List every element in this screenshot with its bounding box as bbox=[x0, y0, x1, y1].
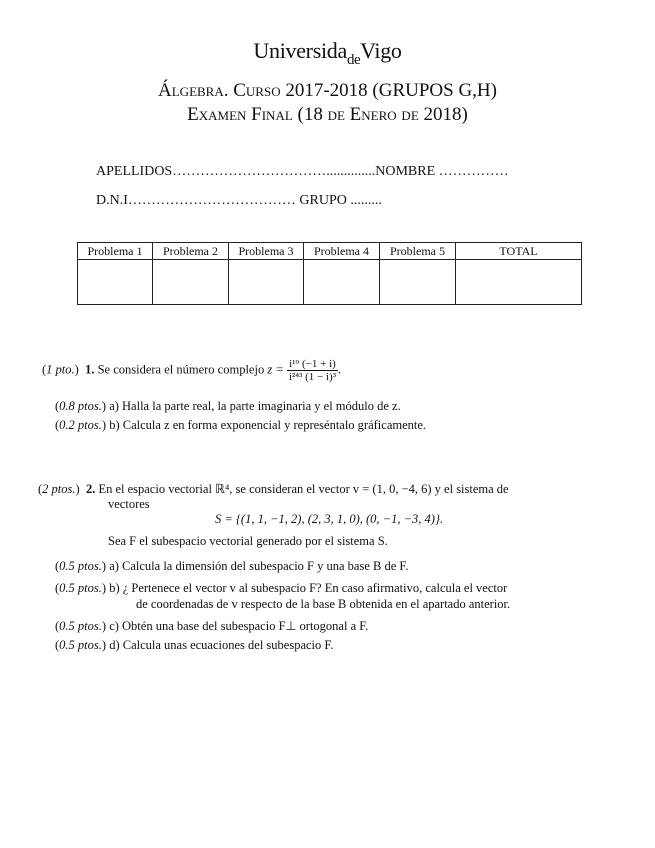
problem1-intro: Se considera el número complejo bbox=[97, 362, 265, 377]
exam-title-line1 bbox=[0, 80, 655, 102]
grades-header-row bbox=[78, 243, 582, 260]
problem1-a-text: a) Halla la parte real, la parte imaginaria y el módulo de z. bbox=[109, 399, 401, 413]
header-problema-2: Problema 2 bbox=[153, 243, 229, 260]
surname-name-field: APELLIDOS……………………………..............NOMBRE …………… bbox=[96, 164, 509, 179]
university-logo bbox=[0, 38, 655, 68]
score-cell-total bbox=[456, 260, 582, 305]
problem2-intro-1: En el espacio vectorial ℝ⁴, se consideran el vector v = (1, 0, −4, 6) y el sistema de bbox=[98, 482, 509, 496]
title-initial: Á bbox=[158, 80, 172, 101]
problem2-a-text: a) Calcula la dimensión del subespacio F y una base B de F. bbox=[109, 559, 409, 573]
problem2-a-points: 0.5 ptos. bbox=[59, 559, 102, 573]
problem1-z: z = bbox=[267, 362, 284, 377]
problem2-b-text-2: de coordenadas de v respecto de la base B obtenida en el apartado anterior. bbox=[136, 597, 511, 611]
exam-title-line2: Examen Final (18 de Enero de 2018) bbox=[187, 104, 468, 125]
header-problema-3: Problema 3 bbox=[229, 243, 304, 260]
header-problema-1: Problema 1 bbox=[78, 243, 153, 260]
problem2-b-points: 0.5 ptos. bbox=[59, 581, 102, 595]
problem1-statement: (1 pto.) 1. Se considera el número complejo z = $\frac{\text{i¹⁹ (−1 + i)}}{\text{i²⁴³ (1 − i)³}}$ . bbox=[42, 358, 342, 383]
problem1-part-b: (0.2 ptos.) b) Calcula z en forma exponencial y represéntalo gráficamente. bbox=[55, 418, 427, 432]
problem2-c-points: 0.5 ptos. bbox=[59, 619, 102, 633]
score-cell-5 bbox=[380, 260, 456, 305]
problem2-set: S = {(1, 1, −1, 2), (2, 3, 1, 0), (0, −1, −3, 4)}. bbox=[215, 512, 444, 526]
problem2-part-c: (0.5 ptos.) c) Obtén una base del subespacio F⊥ ortogonal a F. bbox=[55, 619, 369, 633]
problem2-part-b: (0.5 ptos.) b) ¿ Pertenece el vector v al subespacio F? En caso afirmativo, calcula el vector bbox=[55, 581, 508, 595]
logo-text-vigo: Vigo bbox=[360, 38, 402, 63]
problem2-d-text: d) Calcula unas ecuaciones del subespacio F. bbox=[109, 638, 334, 652]
problem2-d-points: 0.5 ptos. bbox=[59, 638, 102, 652]
problem1-number: 1. bbox=[85, 362, 95, 377]
dni-group-field: D.N.I……………………………… GRUPO ......... bbox=[96, 193, 382, 208]
grades-table bbox=[77, 242, 582, 305]
score-cell-3 bbox=[229, 260, 304, 305]
title-rest: lgebra. Curso 2017-2018 (GRUPOS G,H) bbox=[171, 80, 497, 101]
score-cell-2 bbox=[153, 260, 229, 305]
problem2-part-a: (0.5 ptos.) a) Calcula la dimensión del subespacio F y una base B de F. bbox=[55, 559, 409, 573]
problem2-b-text-1: b) ¿ Pertenece el vector v al subespacio F? En caso afirmativo, calcula el vector bbox=[109, 581, 508, 595]
grades-score-row bbox=[78, 260, 582, 305]
problem2-c-text: c) Obtén una base del subespacio F⊥ ortogonal a F. bbox=[109, 619, 369, 633]
problem1-part-a: (0.8 ptos.) a) Halla la parte real, la parte imaginaria y el módulo de z. bbox=[55, 399, 401, 413]
header-total: TOTAL bbox=[456, 243, 582, 260]
score-cell-4 bbox=[304, 260, 380, 305]
header-problema-5: Problema 5 bbox=[380, 243, 456, 260]
problem2-part-d: (0.5 ptos.) d) Calcula unas ecuaciones del subespacio F. bbox=[55, 638, 334, 652]
problem1-b-text: b) Calcula z en forma exponencial y represéntalo gráficamente. bbox=[109, 418, 427, 432]
problem2-points: 2 ptos. bbox=[42, 482, 76, 496]
problem2-number: 2. bbox=[85, 482, 96, 496]
problem1-fraction bbox=[287, 358, 338, 383]
problem1-points: 1 pto. bbox=[46, 362, 75, 377]
score-cell-1 bbox=[78, 260, 153, 305]
logo-text-1: Universida bbox=[253, 38, 347, 63]
problem2-statement: (2 ptos.) 2. En el espacio vectorial ℝ⁴, se consideran el vector v = (1, 0, −4, 6) y el sistema de bbox=[38, 482, 509, 496]
fraction-numerator: i¹⁹ (−1 + i) bbox=[287, 358, 338, 371]
header-problema-4: Problema 4 bbox=[304, 243, 380, 260]
logo-text-de: de bbox=[346, 52, 361, 68]
problem1-b-points: 0.2 ptos. bbox=[59, 418, 102, 432]
problem1-a-points: 0.8 ptos. bbox=[59, 399, 102, 413]
problem2-sea: Sea F el subespacio vectorial generado por el sistema S. bbox=[108, 534, 388, 548]
problem2-intro-2: vectores bbox=[108, 497, 150, 511]
fraction-denominator: i²⁴³ (1 − i)³ bbox=[288, 371, 337, 383]
